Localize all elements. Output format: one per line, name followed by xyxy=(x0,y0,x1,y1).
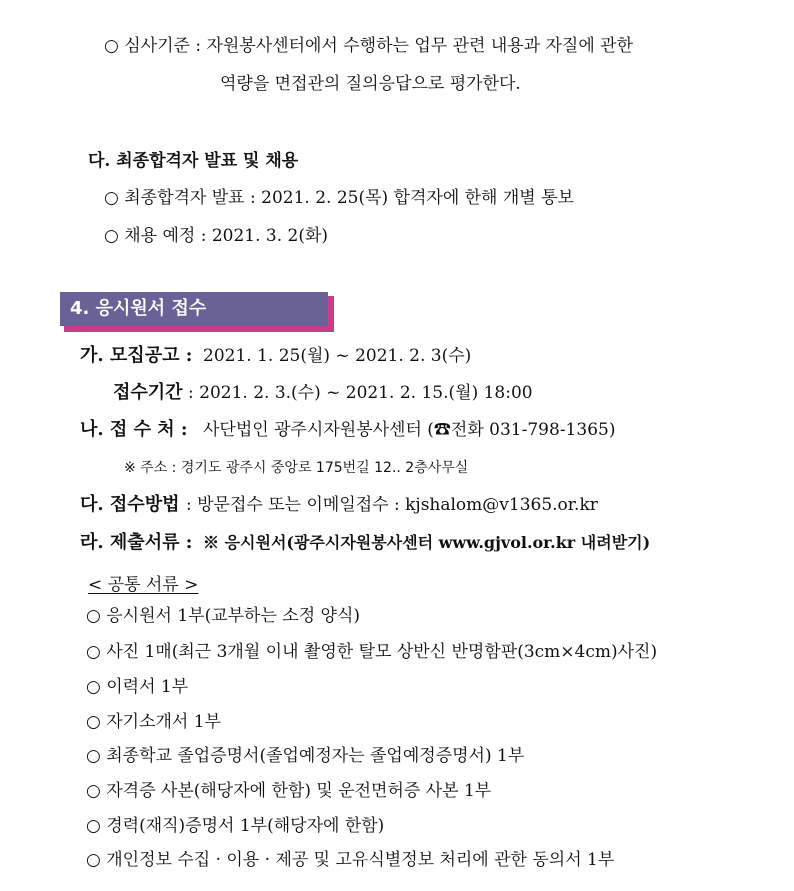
document-item: ○ 최종학교 졸업증명서(졸업예정자는 졸업예정증명서) 1부 xyxy=(86,746,525,766)
heading-final-announcement: 다. 최종합격자 발표 및 채용 xyxy=(88,151,299,171)
receipt-method-value: : 방문접수 또는 이메일접수 : kjshalom@v1365.or.kr xyxy=(186,495,598,515)
receipt-method-label: 다. 접수방법 xyxy=(80,494,180,515)
receipt-place-label: 나. 접 수 처 : xyxy=(80,419,188,440)
receipt-period-value: : 2021. 2. 3.(수) ~ 2021. 2. 15.(월) 18:00 xyxy=(188,383,533,403)
document-item: ○ 사진 1매(최근 3개월 이내 촬영한 탈모 상반신 반명함판(3cm×4cm)사진) xyxy=(86,642,658,662)
recruit-notice-value: 2021. 1. 25(월) ~ 2021. 2. 3(수) xyxy=(203,346,472,366)
final-announcement-item: ○ 최종합격자 발표 : 2021. 2. 25(목) 합격자에 한해 개별 통보 xyxy=(104,188,574,208)
document-item: ○ 자격증 사본(해당자에 한함) 및 운전면허증 사본 1부 xyxy=(86,781,492,801)
documents-value: ※ 응시원서(광주시자원봉사센터 www.gjvol.or.kr 내려받기) xyxy=(203,533,651,552)
hire-date-item: ○ 채용 예정 : 2021. 3. 2(화) xyxy=(104,226,329,246)
criteria-line-1: ○ 심사기준 : 자원봉사센터에서 수행하는 업무 관련 내용과 자질에 관한 xyxy=(104,36,634,56)
document-item: ○ 자기소개서 1부 xyxy=(86,712,221,732)
document-item: ○ 개인정보 수집 · 이용 · 제공 및 고유식별정보 처리에 관한 동의서 1부 xyxy=(86,850,615,870)
recruit-notice-label: 가. 모집공고 : xyxy=(80,345,193,366)
section-banner: 4. 응시원서 접수 xyxy=(60,292,328,326)
common-documents-title: < 공통 서류 > xyxy=(88,575,199,595)
document-item: ○ 경력(재직)증명서 1부(해당자에 한함) xyxy=(86,816,385,836)
address-note: ※ 주소 : 경기도 광주시 중앙로 175번길 12.. 2층사무실 xyxy=(124,460,469,476)
documents-label: 라. 제출서류 : xyxy=(80,532,193,553)
document-item: ○ 이력서 1부 xyxy=(86,677,189,697)
document-item: ○ 응시원서 1부(교부하는 소정 양식) xyxy=(86,606,361,626)
receipt-period-label: 접수기간 xyxy=(113,382,183,403)
criteria-line-2: 역량을 면접관의 질의응답으로 평가한다. xyxy=(220,74,521,94)
receipt-place-value: 사단법인 광주시자원봉사센터 (☎전화 031-798-1365) xyxy=(203,420,616,440)
